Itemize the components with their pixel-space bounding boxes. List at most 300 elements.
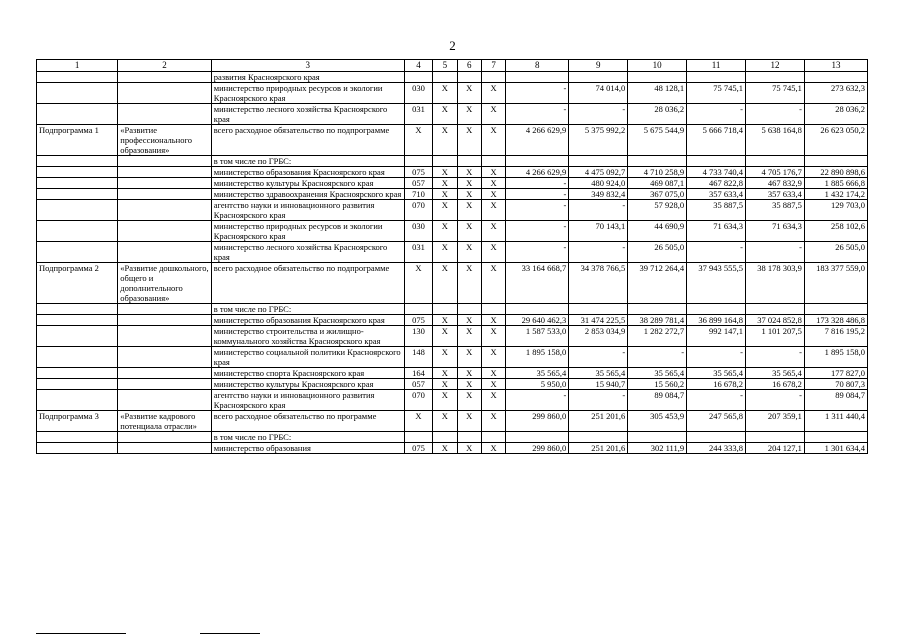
table-cell: «Развитие кадрового потенциала отрасли» — [118, 411, 211, 432]
table-cell — [569, 432, 628, 443]
table-cell — [37, 156, 118, 167]
table-cell: X — [481, 167, 505, 178]
table-cell: X — [481, 315, 505, 326]
table-cell: министерство образования Красноярского края — [211, 167, 404, 178]
table-row — [37, 178, 868, 189]
table-cell: - — [746, 104, 805, 125]
table-cell: Подпрограмма 3 — [37, 411, 118, 432]
table-cell: «Развитие дошкольного, общего и дополнительного образования» — [118, 263, 211, 304]
table-cell: 15 560,2 — [628, 379, 687, 390]
table-cell — [687, 156, 746, 167]
table-cell — [506, 72, 569, 83]
table-cell: 26 505,0 — [628, 242, 687, 263]
column-header: 8 — [506, 60, 569, 72]
table-cell: X — [433, 347, 457, 368]
table-cell: 251 201,6 — [569, 443, 628, 454]
table-cell: - — [687, 347, 746, 368]
table-cell: - — [506, 189, 569, 200]
table-cell: 35 565,4 — [687, 368, 746, 379]
table-cell: 38 178 303,9 — [746, 263, 805, 304]
table-cell: 29 640 462,3 — [506, 315, 569, 326]
table-row — [37, 167, 868, 178]
table-cell: министерство строительства и жилищно-коммунального хозяйства Красноярского края — [211, 326, 404, 347]
table-cell — [37, 443, 118, 454]
table-cell: X — [433, 167, 457, 178]
table-cell — [118, 326, 211, 347]
table-row — [37, 156, 868, 167]
table-cell: - — [569, 390, 628, 411]
table-cell: X — [457, 104, 481, 125]
table-cell: 75 745,1 — [687, 83, 746, 104]
table-cell: агентство науки и инновационного развития Красноярского края — [211, 390, 404, 411]
table-cell: 164 — [404, 368, 432, 379]
table-cell: 4 733 740,4 — [687, 167, 746, 178]
table-cell — [37, 304, 118, 315]
table-cell: 075 — [404, 443, 432, 454]
table-cell — [433, 432, 457, 443]
table-cell: X — [433, 263, 457, 304]
table-cell: 4 475 092,7 — [569, 167, 628, 178]
table-cell — [118, 443, 211, 454]
table-cell: развития Красноярского края — [211, 72, 404, 83]
table-cell: Подпрограмма 2 — [37, 263, 118, 304]
column-header: 6 — [457, 60, 481, 72]
table-cell: 16 678,2 — [746, 379, 805, 390]
table-cell — [37, 200, 118, 221]
table-cell: X — [457, 368, 481, 379]
table-cell — [746, 156, 805, 167]
table-cell: X — [433, 315, 457, 326]
column-header: 12 — [746, 60, 805, 72]
table-cell: X — [457, 347, 481, 368]
table-cell: 5 375 992,2 — [569, 125, 628, 156]
table-cell: X — [433, 379, 457, 390]
table-cell: - — [687, 390, 746, 411]
table-cell — [118, 167, 211, 178]
table-cell — [118, 368, 211, 379]
table-cell: 4 266 629,9 — [506, 125, 569, 156]
table-cell: 35 887,5 — [746, 200, 805, 221]
table-cell: - — [687, 242, 746, 263]
table-cell: 207 359,1 — [746, 411, 805, 432]
table-cell — [37, 167, 118, 178]
table-cell: 31 474 225,5 — [569, 315, 628, 326]
table-cell: 367 075,0 — [628, 189, 687, 200]
table-cell: 1 895 158,0 — [506, 347, 569, 368]
table-cell: 030 — [404, 83, 432, 104]
table-cell: 71 634,3 — [746, 221, 805, 242]
table-row — [37, 263, 868, 304]
table-cell: X — [457, 242, 481, 263]
table-cell — [804, 156, 867, 167]
table-cell — [118, 83, 211, 104]
table-row — [37, 189, 868, 200]
table-cell: министерство социальной политики Красноярского края — [211, 347, 404, 368]
table-cell — [687, 72, 746, 83]
table-cell: 349 832,4 — [569, 189, 628, 200]
table-cell: X — [481, 221, 505, 242]
table-cell — [118, 379, 211, 390]
table-cell — [457, 156, 481, 167]
table-cell: 1 311 440,4 — [804, 411, 867, 432]
table-cell — [118, 315, 211, 326]
table-cell — [457, 72, 481, 83]
table-cell: 467 822,8 — [687, 178, 746, 189]
table-cell: - — [506, 390, 569, 411]
table-cell: 057 — [404, 178, 432, 189]
table-cell: министерство здравоохранения Красноярского края — [211, 189, 404, 200]
table-cell: X — [457, 200, 481, 221]
table-cell: 48 128,1 — [628, 83, 687, 104]
table-cell — [457, 304, 481, 315]
column-header: 9 — [569, 60, 628, 72]
table-cell: X — [481, 326, 505, 347]
table-row — [37, 104, 868, 125]
table-cell: 070 — [404, 200, 432, 221]
table-cell: 467 832,9 — [746, 178, 805, 189]
table-cell: X — [457, 379, 481, 390]
table-cell — [481, 72, 505, 83]
table-cell — [37, 83, 118, 104]
table-cell: X — [481, 390, 505, 411]
table-cell: 2 853 034,9 — [569, 326, 628, 347]
table-cell: 5 638 164,8 — [746, 125, 805, 156]
table-cell: 7 816 195,2 — [804, 326, 867, 347]
table-cell: министерство образования Красноярского края — [211, 315, 404, 326]
table-cell: X — [481, 83, 505, 104]
table-cell: министерство лесного хозяйства Красноярского края — [211, 104, 404, 125]
table-cell: 5 675 544,9 — [628, 125, 687, 156]
table-cell — [118, 178, 211, 189]
table-cell — [118, 72, 211, 83]
footer-rule-left — [36, 633, 126, 634]
table-cell: 031 — [404, 104, 432, 125]
table-cell: 57 928,0 — [628, 200, 687, 221]
table-cell — [404, 156, 432, 167]
table-cell: X — [481, 368, 505, 379]
table-cell: X — [457, 315, 481, 326]
table-cell: всего расходное обязательство по программе — [211, 411, 404, 432]
table-cell: X — [457, 390, 481, 411]
table-cell — [37, 72, 118, 83]
table-cell: 15 940,7 — [569, 379, 628, 390]
budget-table — [36, 59, 868, 454]
table-cell: 710 — [404, 189, 432, 200]
table-cell: 4 705 176,7 — [746, 167, 805, 178]
table-cell: 28 036,2 — [804, 104, 867, 125]
table-cell: 89 084,7 — [628, 390, 687, 411]
table-cell: X — [457, 221, 481, 242]
table-cell: 5 666 718,4 — [687, 125, 746, 156]
table-cell: 35 565,4 — [569, 368, 628, 379]
table-cell: 204 127,1 — [746, 443, 805, 454]
table-cell: 4 710 258,9 — [628, 167, 687, 178]
table-cell: X — [433, 178, 457, 189]
table-body — [37, 72, 868, 454]
table-cell: - — [569, 104, 628, 125]
table-cell: X — [457, 167, 481, 178]
table-cell: в том числе по ГРБС: — [211, 432, 404, 443]
table-cell: 75 745,1 — [746, 83, 805, 104]
table-cell: X — [481, 379, 505, 390]
table-cell — [37, 379, 118, 390]
column-header: 10 — [628, 60, 687, 72]
table-cell — [433, 72, 457, 83]
table-cell: 177 827,0 — [804, 368, 867, 379]
table-cell: 1 301 634,4 — [804, 443, 867, 454]
table-cell: Подпрограмма 1 — [37, 125, 118, 156]
table-cell: - — [506, 178, 569, 189]
table-cell: 070 — [404, 390, 432, 411]
table-cell: 1 885 666,8 — [804, 178, 867, 189]
table-cell: 36 899 164,8 — [687, 315, 746, 326]
table-cell — [37, 326, 118, 347]
table-cell: X — [481, 200, 505, 221]
table-cell — [118, 390, 211, 411]
table-cell — [37, 432, 118, 443]
table-cell: агентство науки и инновационного развития Красноярского края — [211, 200, 404, 221]
table-cell: министерство природных ресурсов и экологии Красноярского края — [211, 221, 404, 242]
table-cell: 1 587 533,0 — [506, 326, 569, 347]
table-cell: X — [433, 200, 457, 221]
table-cell: 1 101 207,5 — [746, 326, 805, 347]
table-cell: 89 084,7 — [804, 390, 867, 411]
table-cell — [404, 304, 432, 315]
table-cell: X — [457, 411, 481, 432]
table-cell: 148 — [404, 347, 432, 368]
table-cell: 22 890 898,6 — [804, 167, 867, 178]
table-cell — [628, 304, 687, 315]
table-cell: 251 201,6 — [569, 411, 628, 432]
table-cell: 992 147,1 — [687, 326, 746, 347]
table-cell: 70 143,1 — [569, 221, 628, 242]
table-row — [37, 347, 868, 368]
table-cell — [569, 304, 628, 315]
table-cell: 44 690,9 — [628, 221, 687, 242]
table-cell — [687, 432, 746, 443]
table-cell: «Развитие профессионального образования» — [118, 125, 211, 156]
table-cell: X — [433, 326, 457, 347]
footer-rule-right — [200, 633, 260, 634]
table-cell: - — [628, 347, 687, 368]
table-row — [37, 326, 868, 347]
table-cell: X — [457, 326, 481, 347]
table-cell: 16 678,2 — [687, 379, 746, 390]
table-cell: 37 024 852,8 — [746, 315, 805, 326]
table-cell: всего расходное обязательство по подпрограмме — [211, 263, 404, 304]
table-cell: 357 633,4 — [687, 189, 746, 200]
table-cell: - — [506, 83, 569, 104]
table-cell: X — [457, 83, 481, 104]
table-cell — [506, 156, 569, 167]
table-cell: X — [433, 189, 457, 200]
table-row — [37, 304, 868, 315]
table-cell — [628, 156, 687, 167]
table-cell: X — [433, 104, 457, 125]
table-cell — [118, 304, 211, 315]
table-cell: министерство спорта Красноярского края — [211, 368, 404, 379]
table-cell: 183 377 559,0 — [804, 263, 867, 304]
table-cell — [404, 432, 432, 443]
table-cell: 480 924,0 — [569, 178, 628, 189]
table-row — [37, 411, 868, 432]
table-cell — [506, 432, 569, 443]
table-cell: 299 860,0 — [506, 411, 569, 432]
table-cell: X — [433, 242, 457, 263]
table-cell: X — [433, 125, 457, 156]
table-cell: всего расходное обязательство по подпрограмме — [211, 125, 404, 156]
column-header: 2 — [118, 60, 211, 72]
table-cell — [433, 304, 457, 315]
table-row — [37, 242, 868, 263]
table-cell: в том числе по ГРБС: — [211, 304, 404, 315]
table-cell: 258 102,6 — [804, 221, 867, 242]
table-row — [37, 390, 868, 411]
table-cell — [804, 304, 867, 315]
table-cell: - — [746, 347, 805, 368]
table-cell — [37, 347, 118, 368]
table-cell: 71 634,3 — [687, 221, 746, 242]
table-cell: министерство культуры Красноярского края — [211, 178, 404, 189]
table-cell — [746, 432, 805, 443]
table-cell: 28 036,2 — [628, 104, 687, 125]
table-cell: - — [506, 104, 569, 125]
table-cell: 35 565,4 — [628, 368, 687, 379]
table-row — [37, 72, 868, 83]
table-cell: X — [481, 189, 505, 200]
table-cell: X — [433, 443, 457, 454]
table-cell: X — [457, 178, 481, 189]
table-row — [37, 379, 868, 390]
table-cell: министерство лесного хозяйства Красноярского края — [211, 242, 404, 263]
table-cell: - — [746, 242, 805, 263]
table-cell: 4 266 629,9 — [506, 167, 569, 178]
table-cell: - — [569, 347, 628, 368]
table-cell: 031 — [404, 242, 432, 263]
table-cell — [404, 72, 432, 83]
table-cell: X — [433, 368, 457, 379]
table-cell: 129 703,0 — [804, 200, 867, 221]
table-cell — [457, 432, 481, 443]
table-cell — [118, 189, 211, 200]
column-header: 11 — [687, 60, 746, 72]
table-cell: X — [481, 411, 505, 432]
table-row — [37, 83, 868, 104]
table-cell: 70 807,3 — [804, 379, 867, 390]
table-cell: 33 164 668,7 — [506, 263, 569, 304]
table-cell — [37, 368, 118, 379]
table-cell: 244 333,8 — [687, 443, 746, 454]
table-row — [37, 200, 868, 221]
table-cell: 39 712 264,4 — [628, 263, 687, 304]
table-cell: 1 282 272,7 — [628, 326, 687, 347]
table-row — [37, 315, 868, 326]
table-cell — [569, 72, 628, 83]
table-cell: 030 — [404, 221, 432, 242]
table-cell: 299 860,0 — [506, 443, 569, 454]
table-cell — [746, 72, 805, 83]
table-cell — [37, 178, 118, 189]
table-cell — [37, 390, 118, 411]
table-cell: 075 — [404, 167, 432, 178]
table-cell — [37, 104, 118, 125]
table-row — [37, 368, 868, 379]
column-header: 1 — [37, 60, 118, 72]
table-cell — [506, 304, 569, 315]
column-header: 7 — [481, 60, 505, 72]
table-cell: X — [433, 411, 457, 432]
table-cell: 35 565,4 — [746, 368, 805, 379]
column-header: 5 — [433, 60, 457, 72]
table-cell: X — [457, 263, 481, 304]
table-cell: 075 — [404, 315, 432, 326]
table-cell — [804, 432, 867, 443]
table-cell — [118, 156, 211, 167]
table-cell — [118, 221, 211, 242]
table-cell — [746, 304, 805, 315]
table-cell — [433, 156, 457, 167]
table-row — [37, 432, 868, 443]
table-cell: министерство культуры Красноярского края — [211, 379, 404, 390]
table-cell — [481, 156, 505, 167]
table-cell — [37, 189, 118, 200]
table-cell — [804, 72, 867, 83]
table-cell: - — [569, 242, 628, 263]
table-cell: 74 014,0 — [569, 83, 628, 104]
table-cell: X — [481, 125, 505, 156]
table-cell — [118, 347, 211, 368]
table-cell: - — [506, 200, 569, 221]
table-cell — [687, 304, 746, 315]
table-cell — [118, 432, 211, 443]
table-cell: 305 453,9 — [628, 411, 687, 432]
table-cell: 5 950,0 — [506, 379, 569, 390]
column-header: 4 — [404, 60, 432, 72]
table-cell: 35 887,5 — [687, 200, 746, 221]
table-cell — [481, 432, 505, 443]
table-cell: 1 895 158,0 — [804, 347, 867, 368]
table-cell: - — [687, 104, 746, 125]
table-cell: 26 623 050,2 — [804, 125, 867, 156]
table-cell: 38 289 781,4 — [628, 315, 687, 326]
table-cell: 357 633,4 — [746, 189, 805, 200]
table-cell: 273 632,3 — [804, 83, 867, 104]
table-cell: X — [404, 263, 432, 304]
table-cell: 34 378 766,5 — [569, 263, 628, 304]
column-header: 3 — [211, 60, 404, 72]
table-cell — [118, 242, 211, 263]
table-cell — [37, 221, 118, 242]
table-cell: - — [746, 390, 805, 411]
table-cell: X — [481, 263, 505, 304]
table-cell: X — [404, 411, 432, 432]
table-cell — [569, 156, 628, 167]
column-number-row — [37, 60, 868, 72]
table-cell: X — [457, 125, 481, 156]
table-cell: X — [481, 178, 505, 189]
table-cell: X — [457, 443, 481, 454]
table-cell — [118, 200, 211, 221]
table-cell: - — [569, 200, 628, 221]
table-cell: 26 505,0 — [804, 242, 867, 263]
table-cell: - — [506, 221, 569, 242]
table-cell — [37, 242, 118, 263]
table-cell: 37 943 555,5 — [687, 263, 746, 304]
table-cell: 35 565,4 — [506, 368, 569, 379]
table-cell: 057 — [404, 379, 432, 390]
table-cell: 247 565,8 — [687, 411, 746, 432]
table-cell: X — [481, 104, 505, 125]
